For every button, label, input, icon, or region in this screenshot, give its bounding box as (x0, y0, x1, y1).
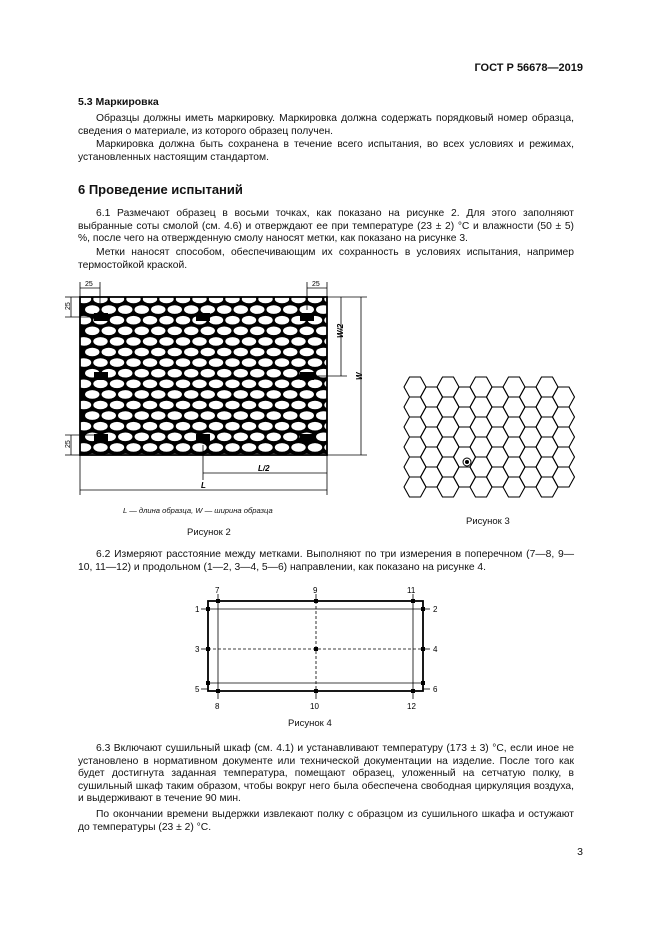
honeycomb-cell (283, 327, 297, 336)
point-label-7: 7 (215, 586, 220, 595)
honeycomb-cell (192, 422, 206, 431)
honeycomb-cell (258, 358, 272, 367)
honeycomb-cell (209, 295, 223, 304)
honeycomb-cell (225, 316, 239, 325)
honeycomb-cell (209, 316, 223, 325)
marked-cell (196, 313, 210, 321)
marked-cell (94, 434, 108, 442)
honeycomb-cell (151, 411, 165, 420)
honeycomb-cell (110, 358, 124, 367)
dim-l-half: L/2 (258, 464, 270, 473)
measurement-lines (201, 594, 430, 699)
point-label-10: 10 (310, 702, 319, 711)
honeycomb-cell (225, 422, 239, 431)
honeycomb-cell (242, 380, 256, 389)
honeycomb-cell (250, 348, 264, 357)
figure-2-honeycomb-specimen (55, 280, 385, 510)
honeycomb-cell (234, 433, 248, 442)
honeycomb-cell (201, 390, 215, 399)
dim-25-left-top: 25 (65, 302, 72, 310)
marked-cell (300, 313, 314, 321)
figure-4-measurement-scheme (195, 585, 440, 715)
honeycomb-cell (168, 369, 182, 378)
honeycomb-cell (209, 380, 223, 389)
honeycomb-cell (135, 305, 149, 314)
honeycomb-cell (308, 422, 322, 431)
honeycomb-cell (159, 422, 173, 431)
honeycomb-cell (250, 411, 264, 420)
honeycomb-cell (209, 422, 223, 431)
honeycomb-cell (135, 411, 149, 420)
honeycomb-cell (126, 443, 140, 452)
honeycomb-cell (258, 337, 272, 346)
honeycomb-cell (159, 443, 173, 452)
point-label-11: 11 (407, 586, 416, 595)
honeycomb-cell (126, 422, 140, 431)
honeycomb-cell (275, 358, 289, 367)
honeycomb-cell (217, 433, 231, 442)
honeycomb-cell (234, 369, 248, 378)
honeycomb-cell (217, 411, 231, 420)
honeycomb-cell (234, 327, 248, 336)
honeycomb-cell (316, 305, 330, 314)
honeycomb-cell (102, 348, 116, 357)
honeycomb-cell (168, 390, 182, 399)
honeycomb-cell (242, 316, 256, 325)
honeycomb-cell (242, 422, 256, 431)
honeycomb-cell (102, 411, 116, 420)
honeycomb-cell (159, 380, 173, 389)
honeycomb-cell (151, 305, 165, 314)
honeycomb-cell (135, 433, 149, 442)
dim-l: L (201, 481, 206, 490)
honeycomb-cell (176, 380, 190, 389)
honeycomb-cell (225, 443, 239, 452)
honeycomb-cell (242, 443, 256, 452)
honeycomb-cell (151, 433, 165, 442)
section-heading-5-3: 5.3 Маркировка (78, 96, 159, 108)
honeycomb-cell (316, 390, 330, 399)
honeycomb-cell (192, 443, 206, 452)
honeycomb-cell (234, 411, 248, 420)
honeycomb-cell (283, 305, 297, 314)
honeycomb-cell (267, 305, 281, 314)
honeycomb-cell (118, 305, 132, 314)
honeycomb-cell (168, 433, 182, 442)
honeycomb-cell (291, 401, 305, 410)
honeycomb-cell (308, 295, 322, 304)
honeycomb-cell (291, 422, 305, 431)
honeycomb-cell (275, 380, 289, 389)
honeycomb-cell (102, 305, 116, 314)
honeycomb-cell (201, 305, 215, 314)
honeycomb-cell (168, 305, 182, 314)
honeycomb-cell (275, 337, 289, 346)
honeycomb-cell (503, 477, 525, 497)
honeycomb-cell (184, 327, 198, 336)
honeycomb-cell (250, 433, 264, 442)
honeycomb-cell (118, 411, 132, 420)
honeycomb-cell (151, 369, 165, 378)
honeycomb-cell (85, 411, 99, 420)
honeycomb-cell (159, 401, 173, 410)
honeycomb-cell (184, 348, 198, 357)
honeycomb-cell (250, 369, 264, 378)
measurement-points (206, 599, 425, 693)
point-label-12: 12 (407, 702, 416, 711)
honeycomb-cell (93, 337, 107, 346)
honeycomb-cell (93, 358, 107, 367)
honeycomb-cell (209, 443, 223, 452)
honeycomb-cell (283, 390, 297, 399)
honeycomb-cell (308, 337, 322, 346)
honeycomb-cells (404, 377, 575, 497)
honeycomb-cell (192, 380, 206, 389)
honeycomb-cell (242, 295, 256, 304)
page-number: 3 (577, 846, 583, 858)
paragraph: По окончании времени выдержки извлекают полку с образцом из сушильного шкафа и остужают до температуры (23 ± 2) °C. (78, 809, 574, 833)
honeycomb-cell (250, 390, 264, 399)
section-heading-6: 6 Проведение испытаний (78, 182, 243, 197)
honeycomb-cell (118, 348, 132, 357)
honeycomb-cell (110, 380, 124, 389)
honeycomb-cell (118, 433, 132, 442)
honeycomb-cell (308, 358, 322, 367)
honeycomb-cell (110, 422, 124, 431)
honeycomb-cell (176, 443, 190, 452)
honeycomb-cell (225, 295, 239, 304)
honeycomb-cell (143, 358, 157, 367)
point-label-9: 9 (313, 586, 318, 595)
honeycomb-cell (151, 390, 165, 399)
dim-w-half: W/2 (336, 323, 345, 338)
honeycomb-pattern (77, 295, 339, 463)
honeycomb-cell (242, 358, 256, 367)
honeycomb-cell (192, 337, 206, 346)
honeycomb-cell (143, 422, 157, 431)
honeycomb-cell (316, 433, 330, 442)
point-label-6: 6 (433, 685, 438, 694)
honeycomb-cell (143, 337, 157, 346)
honeycomb-cell (316, 348, 330, 357)
honeycomb-cell (143, 401, 157, 410)
honeycomb-cell (217, 369, 231, 378)
honeycomb-cell (192, 295, 206, 304)
honeycomb-cell (77, 401, 91, 410)
honeycomb-cell (404, 477, 426, 497)
honeycomb-cell (93, 443, 107, 452)
honeycomb-cell (184, 369, 198, 378)
honeycomb-cell (225, 380, 239, 389)
marked-cell (94, 372, 108, 380)
honeycomb-cell (118, 369, 132, 378)
honeycomb-cell (536, 477, 558, 497)
honeycomb-cell (308, 380, 322, 389)
honeycomb-cell (135, 390, 149, 399)
honeycomb-cell (308, 443, 322, 452)
figure-3-caption: Рисунок 3 (466, 516, 510, 527)
marked-cell (300, 434, 314, 442)
honeycomb-cell (85, 390, 99, 399)
paragraph: Маркировка должна быть сохранена в течение всего испытания, во всех условиях и режимах, установленных настоящим стандартом. (78, 139, 574, 163)
honeycomb-cell (470, 477, 492, 497)
honeycomb-cell (102, 327, 116, 336)
honeycomb-cell (291, 358, 305, 367)
honeycomb-cell (267, 411, 281, 420)
honeycomb-cell (77, 337, 91, 346)
honeycomb-cell (275, 422, 289, 431)
honeycomb-cell (110, 295, 124, 304)
marked-cell (94, 313, 108, 321)
honeycomb-cell (234, 390, 248, 399)
honeycomb-cell (168, 411, 182, 420)
honeycomb-cell (135, 348, 149, 357)
honeycomb-cell (267, 369, 281, 378)
honeycomb-cell (176, 422, 190, 431)
point-label-1: 1 (195, 605, 200, 614)
honeycomb-cell (159, 337, 173, 346)
honeycomb-cell (192, 358, 206, 367)
honeycomb-cell (275, 316, 289, 325)
honeycomb-cell (267, 433, 281, 442)
honeycomb-cell (275, 295, 289, 304)
honeycomb-cell (110, 316, 124, 325)
figure-3-honeycomb-mark (400, 383, 580, 495)
honeycomb-cell (126, 358, 140, 367)
honeycomb-cell (258, 316, 272, 325)
honeycomb-cell (118, 390, 132, 399)
honeycomb-cell (77, 295, 91, 304)
marked-cell (196, 434, 210, 442)
honeycomb-cell (77, 422, 91, 431)
honeycomb-cell (291, 380, 305, 389)
honeycomb-cell (192, 401, 206, 410)
honeycomb-cell (242, 401, 256, 410)
honeycomb-cell (168, 327, 182, 336)
honeycomb-cell (258, 422, 272, 431)
document-id: ГОСТ Р 56678—2019 (474, 62, 583, 74)
honeycomb-cell (151, 327, 165, 336)
honeycomb-cell (93, 295, 107, 304)
honeycomb-cell (258, 380, 272, 389)
honeycomb-cell (126, 337, 140, 346)
honeycomb-cell (159, 358, 173, 367)
specimen-outline (208, 601, 423, 691)
honeycomb-cell (308, 401, 322, 410)
honeycomb-cell (225, 358, 239, 367)
honeycomb-cell (176, 337, 190, 346)
honeycomb-cell (283, 433, 297, 442)
honeycomb-cell (217, 327, 231, 336)
honeycomb-cell (93, 401, 107, 410)
paragraph: 6.2 Измеряют расстояние между метками. Выполняют по три измерения в поперечном (7—8, 9—10, 11—12) и продольном (1—2, 3—4, 5—6) направлении, как показано на рисунке 4. (78, 549, 574, 573)
honeycomb-cell (217, 390, 231, 399)
honeycomb-cell (234, 305, 248, 314)
honeycomb-cell (291, 337, 305, 346)
dim-25-top-right: 25 (312, 281, 320, 288)
honeycomb-cell (184, 305, 198, 314)
honeycomb-cell (437, 477, 459, 497)
honeycomb-cell (209, 401, 223, 410)
honeycomb-cell (85, 348, 99, 357)
honeycomb-cell (300, 348, 314, 357)
honeycomb-cell (126, 380, 140, 389)
honeycomb-cell (316, 411, 330, 420)
honeycomb-cell (176, 401, 190, 410)
paragraph: Образцы должны иметь маркировку. Маркировка должна содержать порядковый номер образца, сведения о материале, из которого образец получен. (78, 113, 574, 137)
honeycomb-cell (201, 327, 215, 336)
honeycomb-cell (159, 295, 173, 304)
honeycomb-cell (102, 390, 116, 399)
honeycomb-cell (242, 337, 256, 346)
point-label-8: 8 (215, 702, 220, 711)
honeycomb-cell (267, 390, 281, 399)
honeycomb-cell (151, 348, 165, 357)
honeycomb-cell (168, 348, 182, 357)
honeycomb-cell (267, 348, 281, 357)
honeycomb-cell (300, 390, 314, 399)
honeycomb-cell (110, 401, 124, 410)
honeycomb-cell (217, 305, 231, 314)
honeycomb-cell (258, 401, 272, 410)
honeycomb-cell (316, 327, 330, 336)
honeycomb-cell (110, 337, 124, 346)
honeycomb-cell (118, 327, 132, 336)
honeycomb-cell (258, 443, 272, 452)
honeycomb-cell (258, 295, 272, 304)
honeycomb-cell (201, 411, 215, 420)
honeycomb-cell (209, 358, 223, 367)
honeycomb-cell (225, 337, 239, 346)
honeycomb-cell (93, 380, 107, 389)
honeycomb-cell (275, 443, 289, 452)
point-label-3: 3 (195, 645, 200, 654)
honeycomb-cell (77, 358, 91, 367)
honeycomb-cell (135, 327, 149, 336)
figure-2-caption: Рисунок 2 (187, 527, 231, 538)
honeycomb-cell (143, 316, 157, 325)
honeycomb-cell (201, 348, 215, 357)
honeycomb-cell (176, 358, 190, 367)
honeycomb-cell (225, 401, 239, 410)
honeycomb-cell (275, 401, 289, 410)
honeycomb-cell (176, 295, 190, 304)
honeycomb-cell (110, 443, 124, 452)
honeycomb-cell (300, 411, 314, 420)
paragraph: 6.3 Включают сушильный шкаф (см. 4.1) и устанавливают температуру (173 ± 3) °C, если иное не установлено в нормативном документе или технической документации на изделие. После того как будет достигнута заданная температура, помещают образец, уложенный на сетчатую полку, в сушильный шкаф таким образом, чтобы вокруг него была обеспечена свободная циркуляция воздуха, и выдерживают в течение 90 мин. (78, 743, 574, 805)
honeycomb-cell (126, 295, 140, 304)
honeycomb-cell (283, 348, 297, 357)
honeycomb-cell (283, 369, 297, 378)
figure-4-caption: Рисунок 4 (288, 718, 332, 729)
paragraph: 6.1 Размечают образец в восьми точках, как показано на рисунке 2. Для этого заполняют выбранные соты смолой (см. 4.6) и отверждают ее при температуре (23 ± 2) °C и влажности (50 ± 5) %, после чего на отвержденную смолу наносят метки, как показано на рисунке 3. (78, 208, 574, 245)
point-label-2: 2 (433, 605, 438, 614)
honeycomb-cell (267, 327, 281, 336)
honeycomb-cell (126, 316, 140, 325)
paragraph: Метки наносят способом, обеспечивающим их сохранность в условиях испытания, например термостойкой краской. (78, 247, 574, 271)
honeycomb-cell (126, 401, 140, 410)
honeycomb-cell (209, 337, 223, 346)
dim-25-top-left: 25 (85, 281, 93, 288)
honeycomb-cell (85, 305, 99, 314)
honeycomb-cell (77, 380, 91, 389)
point-label-5: 5 (195, 685, 200, 694)
honeycomb-cell (184, 411, 198, 420)
honeycomb-cell (217, 348, 231, 357)
honeycomb-cell (135, 369, 149, 378)
honeycomb-cell (234, 348, 248, 357)
honeycomb-cell (93, 422, 107, 431)
figure-2-legend: L — длина образца, W — ширина образца (123, 506, 273, 515)
honeycomb-cell (283, 411, 297, 420)
honeycomb-cell (176, 316, 190, 325)
honeycomb-cell (143, 295, 157, 304)
honeycomb-cell (250, 305, 264, 314)
honeycomb-cell (291, 443, 305, 452)
honeycomb-cell (250, 327, 264, 336)
point-label-4: 4 (433, 645, 438, 654)
honeycomb-cell (85, 327, 99, 336)
honeycomb-cell (300, 327, 314, 336)
honeycomb-cell (201, 369, 215, 378)
honeycomb-cell (184, 390, 198, 399)
honeycomb-cell (143, 380, 157, 389)
honeycomb-cell (159, 316, 173, 325)
honeycomb-cell (77, 443, 91, 452)
dim-25-left-bottom: 25 (65, 440, 72, 448)
honeycomb-cell (143, 443, 157, 452)
dim-w: W (355, 372, 364, 380)
honeycomb-cell (291, 295, 305, 304)
